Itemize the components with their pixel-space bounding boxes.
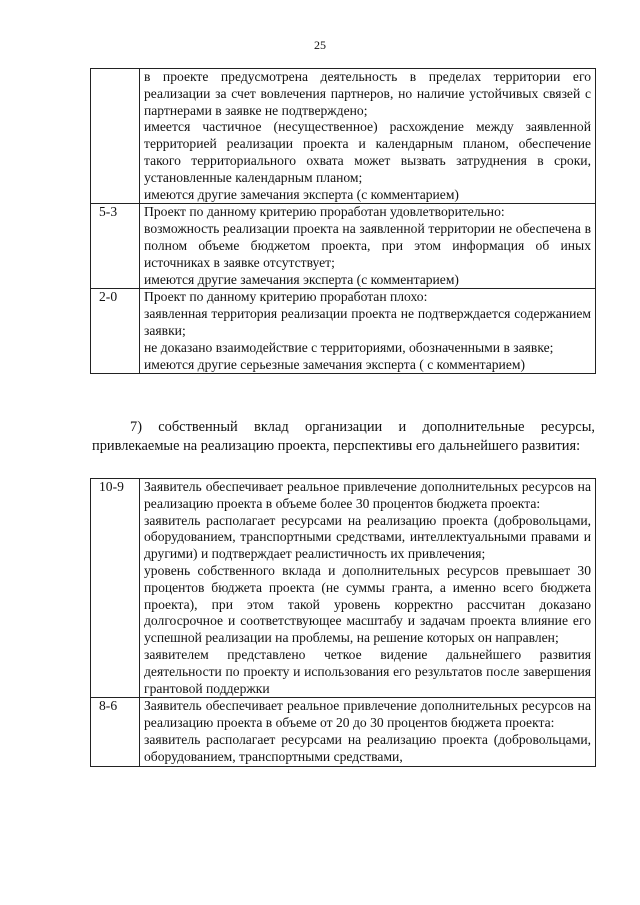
criterion-line: имеются другие замечания эксперта (с комментарием) [144, 271, 459, 287]
table-row [91, 69, 596, 204]
criterion-line: возможность реализации проекта на заявленной территории не обеспечена в полном объеме бюджетом проекта, при этом информация об иных источниках в заявке отсутствует; [144, 221, 591, 270]
description-cell [140, 698, 596, 766]
criterion-line: имеются другие замечания эксперта (с комментарием) [144, 186, 459, 202]
description-cell [140, 289, 596, 374]
criterion-line: имеется частичное (несущественное) расхождение между заявленной территорией реализации проекта и календарным планом, обеспечение такого территориального охвата может вызвать затруднения в сроки, установленные календарным планом; [144, 119, 591, 185]
criterion-line: заявленная территория реализации проекта не подтверждается содержанием заявки; [144, 306, 591, 338]
section-paragraph: 7) собственный вклад организации и дополнительные ресурсы, привлекаемые на реализацию проекта, перспективы его дальнейшего развития: [92, 419, 595, 454]
table-row [91, 204, 596, 289]
score-cell: 8-6 [91, 698, 140, 766]
criterion-line: уровень собственного вклада и дополнительных ресурсов превышает 30 процентов бюджета проекта (не суммы гранта, а именно всего бюджета проекта), при этом такой уровень корректно рассчитан доказано долгосрочное и соответствующее масштабу и задачам проекта влияние его успешной реализации на проблемы, на решение которых он направлен; [144, 562, 591, 646]
criterion-line: Проект по данному критерию проработан удовлетворительно: [144, 204, 505, 220]
criterion-line: имеются другие серьезные замечания эксперта ( с комментарием) [144, 356, 525, 372]
criterion-line: не доказано взаимодействие с территориями, обозначенными в заявке; [144, 339, 554, 355]
page-number: 25 [314, 38, 326, 52]
description-cell [140, 204, 596, 289]
score-cell: 2-0 [91, 289, 140, 374]
table-row [91, 479, 596, 698]
criteria-table-top [90, 68, 596, 374]
table-row [91, 698, 596, 766]
criterion-line: заявитель располагает ресурсами на реализацию проекта (добровольцами, оборудованием, транспортными средствами, интеллектуальными правами и другими) и подтверждает реалистичность их привлечения; [144, 512, 591, 562]
score-cell: 10-9 [91, 479, 140, 698]
description-cell [140, 479, 596, 698]
criterion-line: в проекте предусмотрена деятельность в пределах территории его реализации за счет вовлечения партнеров, но наличие устойчивых связей с партнерами в заявке не подтверждено; [144, 69, 591, 118]
criterion-line: Заявитель обеспечивает реальное привлечение дополнительных ресурсов на реализацию проекта в объеме от 20 до 30 процентов бюджета проекта: [144, 698, 591, 731]
criterion-line: заявитель располагает ресурсами на реализацию проекта (добровольцами, оборудованием, транспортными средствами, [144, 731, 591, 764]
criterion-line: Заявитель обеспечивает реальное привлечение дополнительных ресурсов на реализацию проекта в объеме более 30 процентов бюджета проекта: [144, 479, 591, 511]
criterion-line: заявителем представлено четкое видение дальнейшего развития деятельности по проекту и использования его результатов после завершения грантовой поддержки [144, 646, 591, 696]
score-cell [91, 69, 140, 204]
table-row [91, 289, 596, 374]
criterion-line: Проект по данному критерию проработан плохо: [144, 289, 428, 305]
description-cell [140, 69, 596, 204]
score-cell: 5-3 [91, 204, 140, 289]
criteria-table-bottom [90, 478, 596, 767]
